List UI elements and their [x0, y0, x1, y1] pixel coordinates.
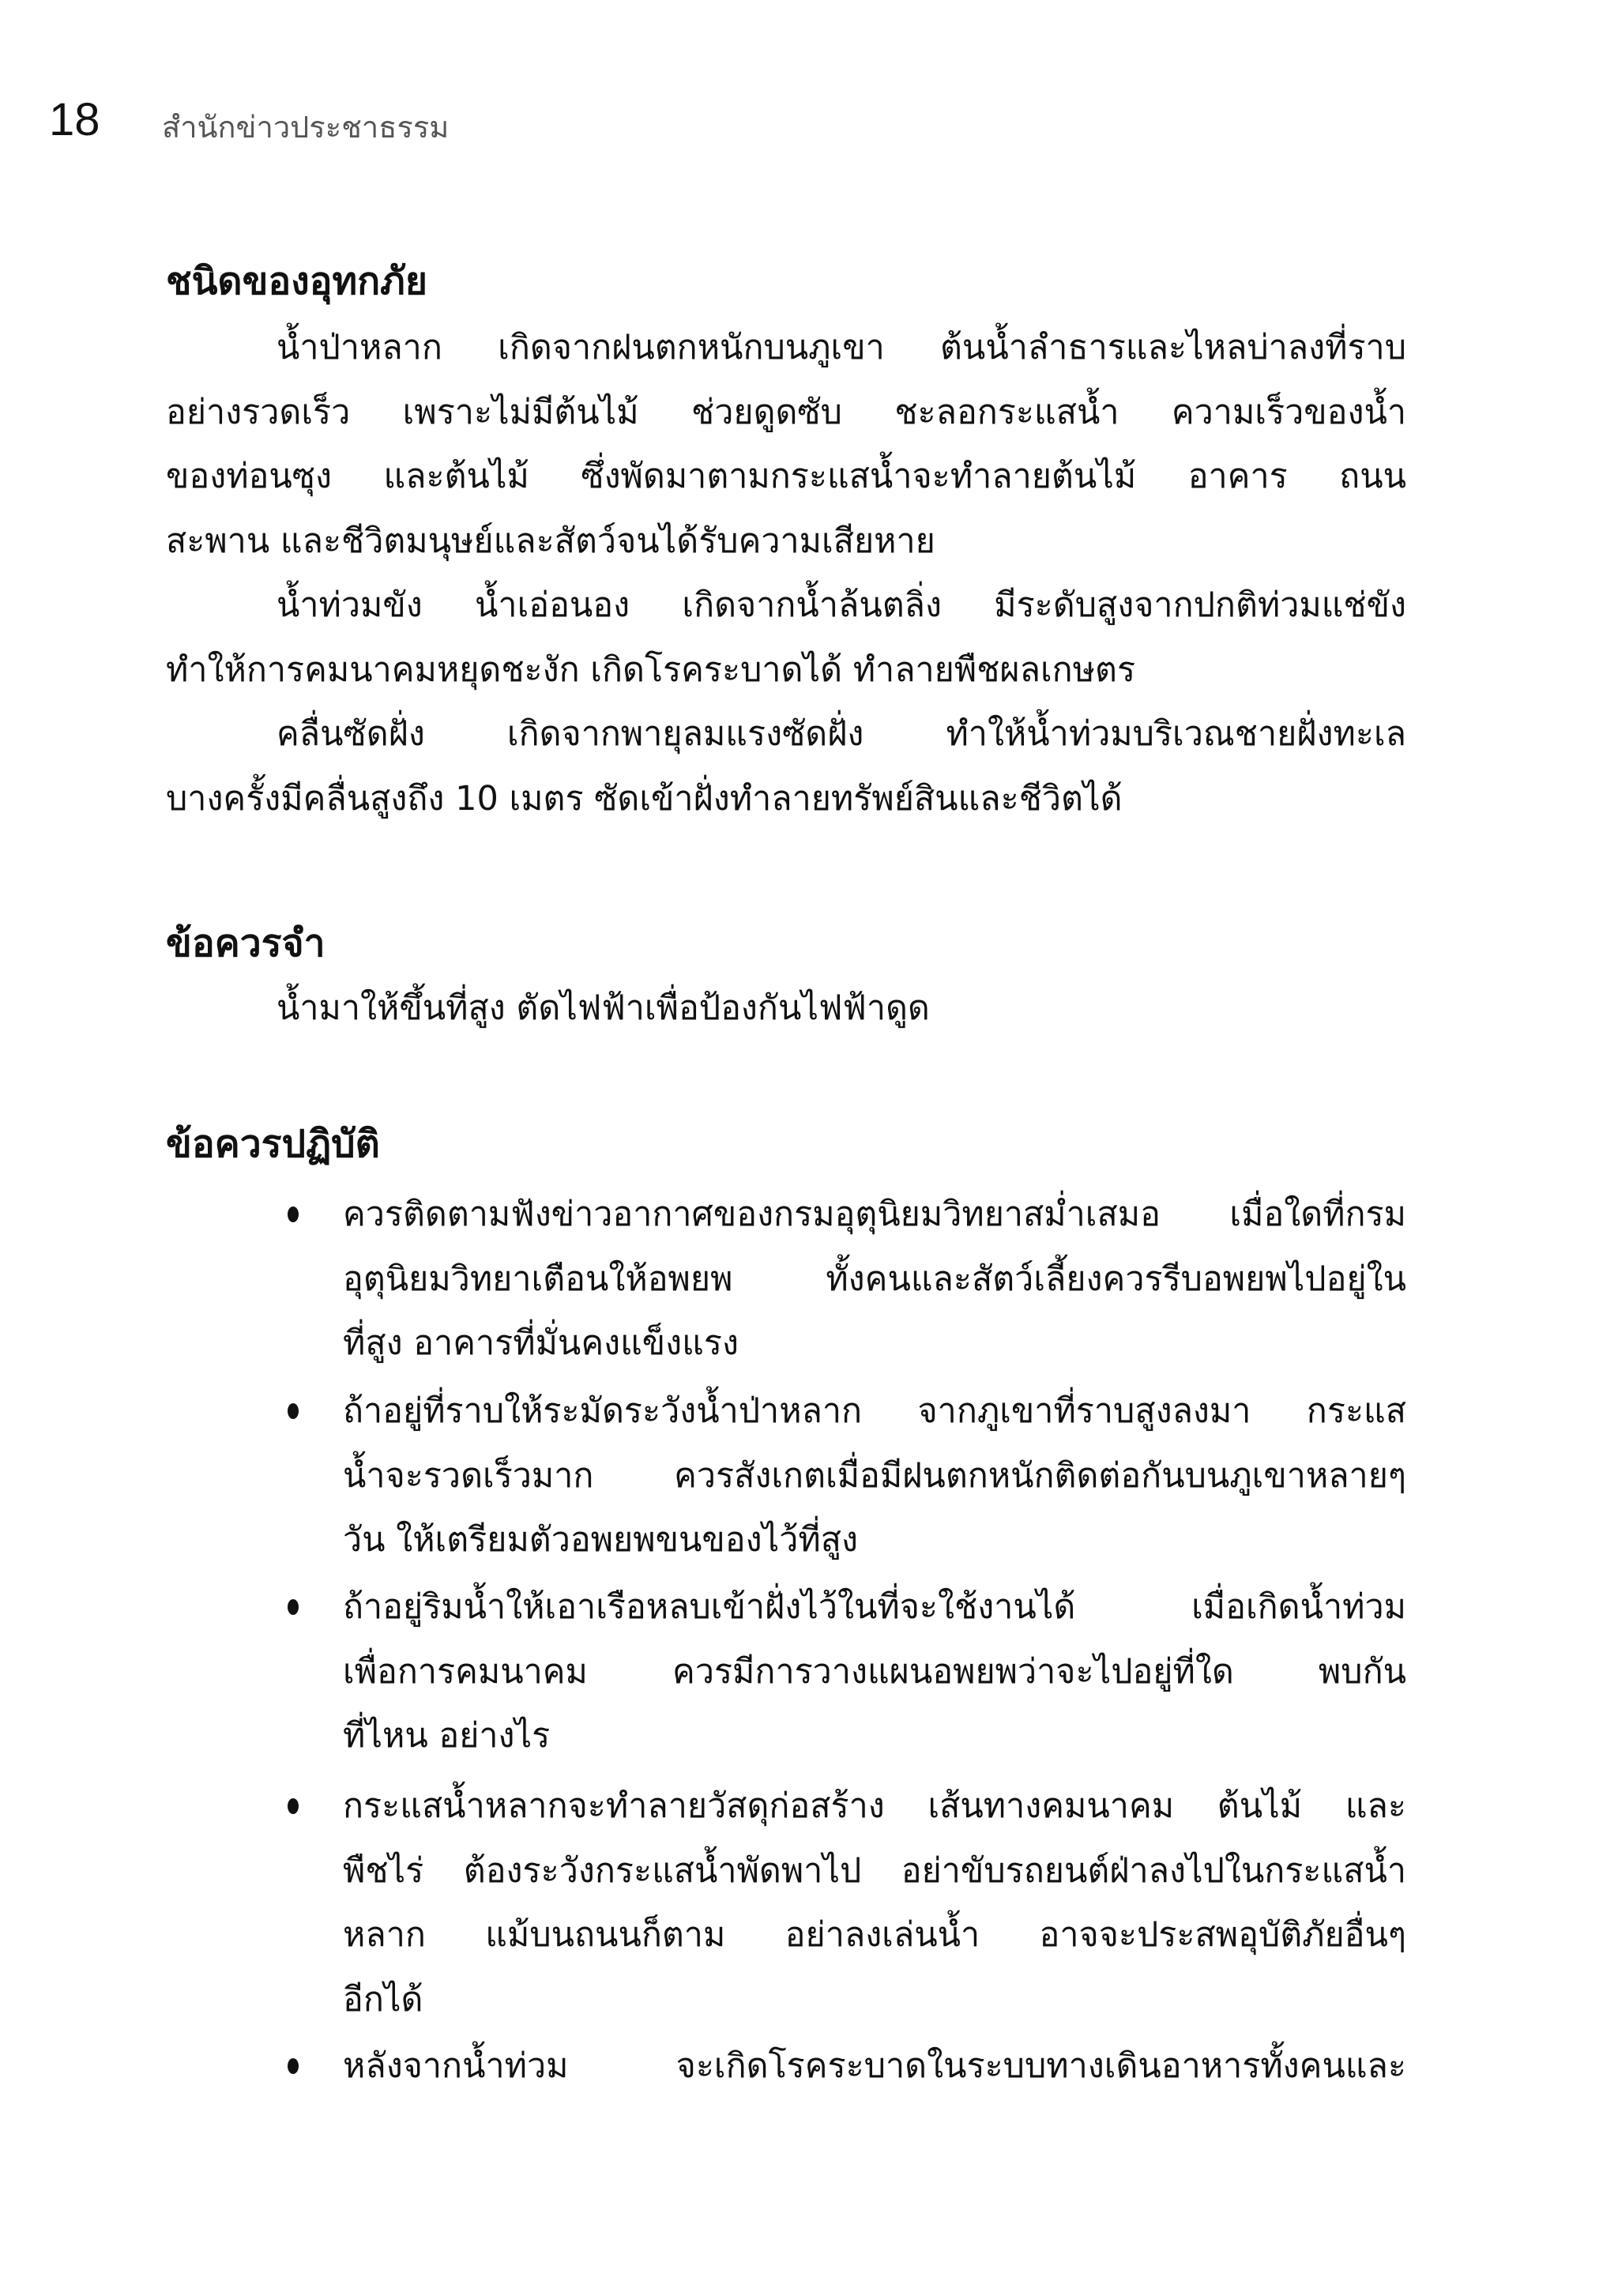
paragraph-line: น้ำป่าหลาก เกิดจากฝนตกหนักบนภูเขา ต้นน้ำลำธารและไหลบ่าลงที่ราบ — [277, 328, 1406, 367]
bullet-line: ถ้าอยู่ริมน้ำให้เอาเรือหลบเข้าฝั่งไว้ในที่จะใช้งานได้ เมื่อเกิดน้ำท่วม — [343, 1587, 1406, 1627]
bullet-line: ที่สูง อาคารที่มั่นคงแข็งแรง — [343, 1323, 739, 1363]
bullet-line: อีกได้ — [343, 1979, 423, 2019]
bullet-line: น้ำจะรวดเร็วมาก ควรสังเกตเมื่อมีฝนตกหนักติดต่อกันบนภูเขาหลายๆ — [343, 1455, 1406, 1496]
bullet-line: ควรติดตามฟังข่าวอากาศของกรมอุตุนิยมวิทยาสม่ำเสมอ เมื่อใดที่กรม — [343, 1195, 1406, 1234]
bullet-item — [277, 1379, 1406, 1573]
bullet-icon — [288, 1599, 299, 1615]
bullet-line: เพื่อการคมนาคม ควรมีการวางแผนอพยพว่าจะไปอยู่ที่ใด พบกัน — [343, 1651, 1406, 1692]
section-heading-practices: ข้อควรปฏิบัติ — [166, 1122, 380, 1166]
paragraph-line: คลื่นซัดฝั่ง เกิดจากพายุลมแรงซัดฝั่ง ทำให้น้ำท่วมบริเวณชายฝั่งทะเล — [277, 714, 1406, 754]
flood-types-body — [166, 316, 1406, 831]
bullet-line: หลังจากน้ำท่วม จะเกิดโรคระบาดในระบบทางเดินอาหารทั้งคนและ — [343, 2046, 1406, 2086]
remember-body — [166, 977, 1406, 1041]
bullet-item — [277, 1775, 1406, 2032]
paragraph-line: ทำให้การคมนาคมหยุดชะงัก เกิดโรคระบาดได้ ทำลายพืชผลเกษตร — [166, 649, 1136, 690]
paragraph-line: น้ำมาให้ขึ้นที่สูง ตัดไฟฟ้าเพื่อป้องกันไฟฟ้าดูด — [277, 988, 930, 1028]
bullet-icon — [288, 1403, 299, 1419]
paragraph-line: ของท่อนซุง และต้นไม้ ซึ่งพัดมาตามกระแสน้ำจะทำลายต้นไม้ อาคาร ถนน — [166, 457, 1406, 496]
bullet-line: กระแสน้ำหลากจะทำลายวัสดุก่อสร้าง เส้นทางคมนาคม ต้นไม้ และ — [343, 1786, 1406, 1826]
bullet-line: ถ้าอยู่ที่ราบให้ระมัดระวังน้ำป่าหลาก จากภูเขาที่ราบสูงลงมา กระแส — [343, 1391, 1406, 1431]
bullet-line: พืชไร่ ต้องระวังกระแสน้ำพัดพาไป อย่าขับรถยนต์ฝ่าลงไปในกระแสน้ำ — [343, 1850, 1406, 1891]
bullet-item — [277, 1183, 1406, 1376]
page-number: 18 — [49, 94, 100, 145]
paragraph-line: อย่างรวดเร็ว เพราะไม่มีต้นไม้ ช่วยดูดซับ ชะลอกระแสน้ำ ความเร็วของน้ำ — [166, 392, 1406, 432]
bullet-icon — [288, 1798, 299, 1814]
bullet-icon — [288, 2058, 299, 2074]
bullet-line: ที่ไหน อย่างไร — [343, 1716, 551, 1756]
paragraph-line: บางครั้งมีคลื่นสูงถึง 10 เมตร ซัดเข้าฝั่งทำลายทรัพย์สินและชีวิตได้ — [166, 778, 1123, 819]
bullet-item — [277, 2034, 1406, 2099]
running-title: สำนักข่าวประชาธรรม — [162, 110, 450, 145]
bullet-icon — [288, 1206, 299, 1222]
bullet-line: หลาก แม้บนถนนก็ตาม อย่าลงเล่นน้ำ อาจจะประสพอุบัติภัยอื่นๆ — [343, 1915, 1406, 1955]
section-heading-flood-types: ชนิดของอุทกภัย — [166, 259, 427, 303]
bullet-line: อุตุนิยมวิทยาเตือนให้อพยพ ทั้งคนและสัตว์เลี้ยงควรรีบอพยพไปอยู่ใน — [343, 1259, 1406, 1299]
section-heading-remember: ข้อควรจำ — [166, 921, 325, 965]
bullet-item — [277, 1575, 1406, 1769]
bullet-line: วัน ให้เตรียมตัวอพยพขนของไว้ที่สูง — [343, 1520, 858, 1560]
paragraph-line: น้ำท่วมขัง น้ำเอ่อนอง เกิดจากน้ำล้นตลิ่ง มีระดับสูงจากปกติท่วมแช่ขัง — [277, 585, 1406, 625]
paragraph-line: สะพาน และชีวิตมนุษย์และสัตว์จนได้รับความเสียหาย — [166, 521, 935, 561]
